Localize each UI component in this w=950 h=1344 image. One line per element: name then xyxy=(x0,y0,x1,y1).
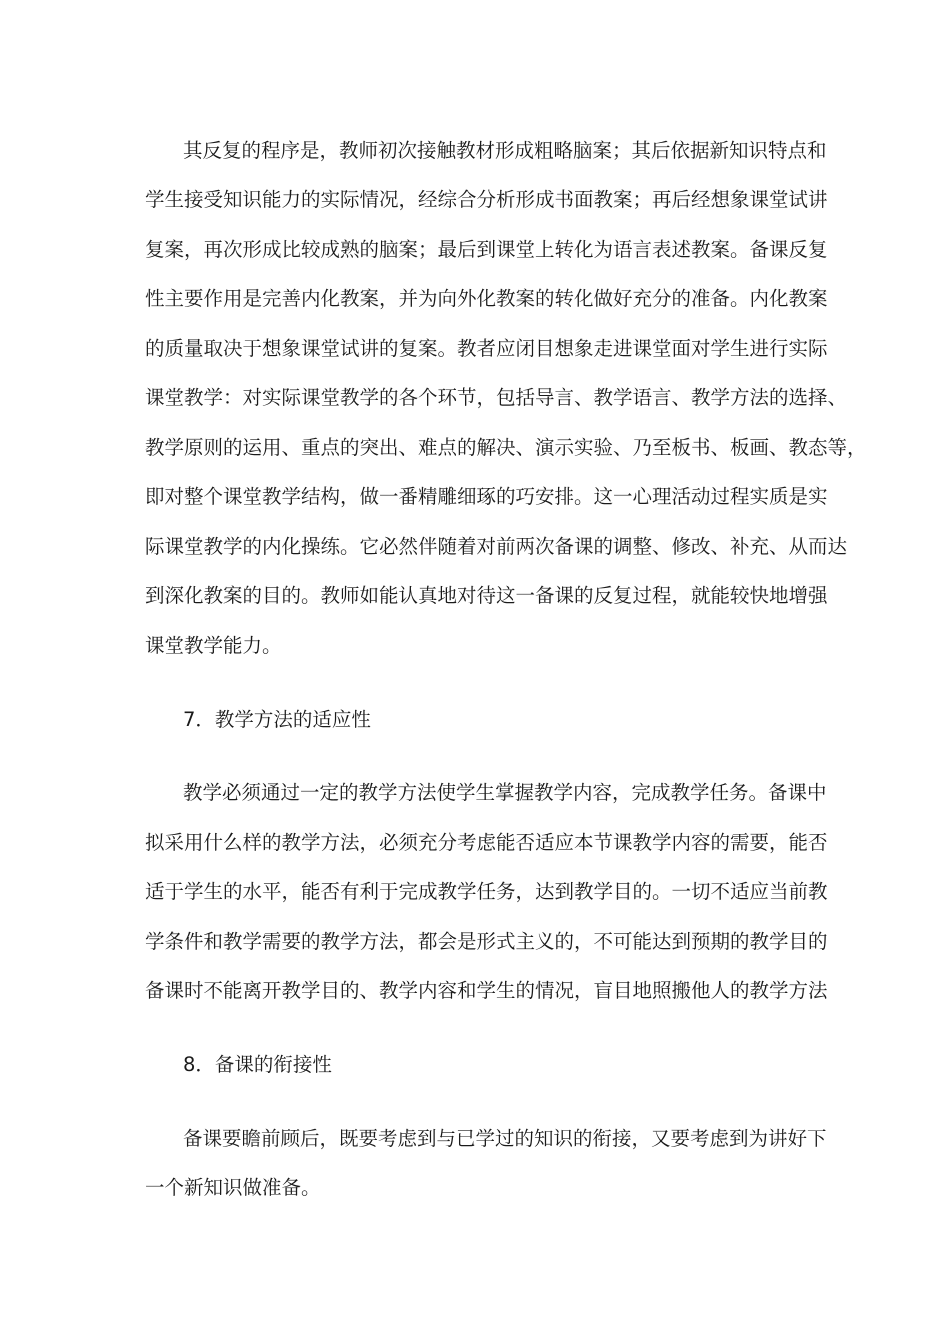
paragraph-2-line-3: 适于学生的水平，能否有利于完成教学任务，达到教学目的。一切不适应当前教 xyxy=(145,880,828,903)
paragraph-1-line-9: 际课堂教学的内化操练。它必然伴随着对前两次备课的调整、修改、补充、从而达 xyxy=(145,535,848,558)
paragraph-2-line-4: 学条件和教学需要的教学方法，都会是形式主义的，不可能达到预期的教学目的 xyxy=(145,930,828,953)
paragraph-1-line-6: 课堂教学：对实际课堂教学的各个环节，包括导言、教学语言、教学方法的选择、 xyxy=(145,386,848,409)
paragraph-1-line-8: 即对整个课堂教学结构，做一番精雕细琢的巧安排。这一心理活动过程实质是实 xyxy=(145,485,828,508)
section-heading-7: 7．教学方法的适应性 xyxy=(183,708,371,731)
paragraph-1-line-7: 教学原则的运用、重点的突出、难点的解决、演示实验、乃至板书、板画、教态等， xyxy=(145,436,867,459)
paragraph-1-line-10: 到深化教案的目的。教师如能认真地对待这一备课的反复过程，就能较快地增强 xyxy=(145,584,828,607)
paragraph-3-line-1: 备课要瞻前顾后，既要考虑到与已学过的知识的衔接，又要考虑到为讲好下 xyxy=(183,1127,827,1150)
paragraph-2-line-2: 拟采用什么样的教学方法，必须充分考虑能否适应本节课教学内容的需要，能否 xyxy=(145,831,828,854)
paragraph-3-line-2: 一个新知识做准备。 xyxy=(145,1176,321,1199)
paragraph-1-line-4: 性主要作用是完善内化教案，并为向外化教案的转化做好充分的准备。内化教案 xyxy=(145,287,828,310)
paragraph-1-line-1: 其反复的程序是，教师初次接触教材形成粗略脑案；其后依据新知识特点和 xyxy=(183,139,827,162)
section-heading-8: 8．备课的衔接性 xyxy=(183,1053,332,1076)
paragraph-1-line-3: 复案，再次形成比较成熟的脑案；最后到课堂上转化为语言表述教案。备课反复 xyxy=(145,238,828,261)
paragraph-2-line-1: 教学必须通过一定的教学方法使学生掌握教学内容，完成教学任务。备课中 xyxy=(183,781,827,804)
paragraph-2-line-5: 备课时不能离开教学目的、教学内容和学生的情况，盲目地照搬他人的教学方法 xyxy=(145,979,828,1002)
paragraph-1-line-2: 学生接受知识能力的实际情况，经综合分析形成书面教案；再后经想象课堂试讲 xyxy=(145,188,828,211)
paragraph-1-line-11: 课堂教学能力。 xyxy=(145,634,282,657)
paragraph-1-line-5: 的质量取决于想象课堂试讲的复案。教者应闭目想象走进课堂面对学生进行实际 xyxy=(145,337,828,360)
